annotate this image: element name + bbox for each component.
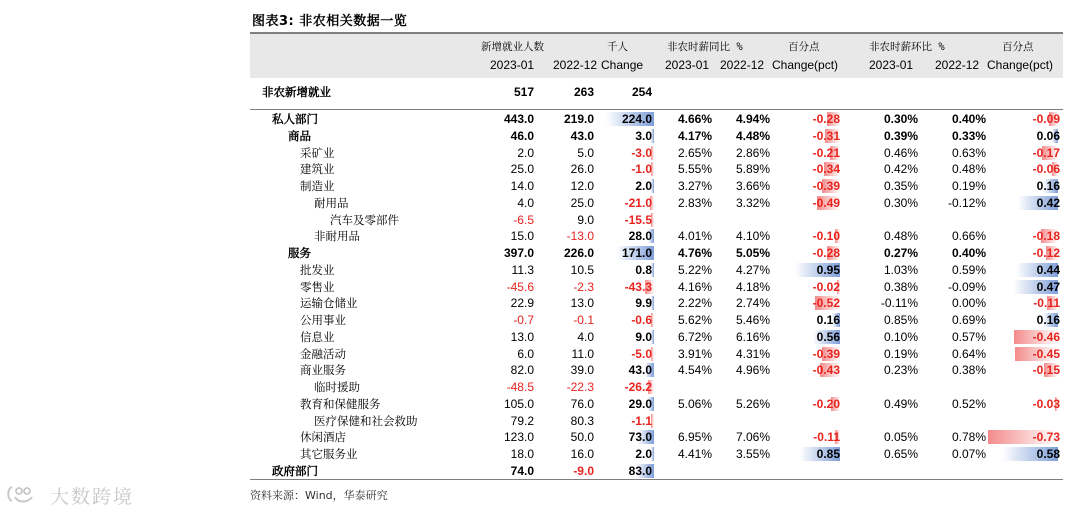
cell-m2: 0.40% — [951, 246, 986, 260]
cell-v3: -26.2 — [624, 380, 652, 394]
cell-v1: -6.5 — [513, 212, 534, 227]
cell-m3: -0.06 — [1032, 162, 1060, 177]
total-row-v3: 254 — [631, 85, 652, 99]
cell-m2: 0.19% — [951, 179, 986, 193]
cell-v2: 39.0 — [570, 363, 594, 378]
cell-v1: 15.0 — [510, 229, 534, 244]
cell-v3: -3.0 — [631, 145, 652, 160]
table-row — [250, 446, 1063, 462]
cell-y2 — [718, 413, 770, 429]
cell-v2: 219.0 — [563, 112, 594, 126]
cell-y3: 0.95 — [816, 262, 840, 277]
cell-y3 — [790, 379, 840, 395]
table-row — [250, 413, 1063, 429]
cell-m2: 0.66% — [951, 229, 986, 244]
cell-m1: 0.23% — [883, 363, 918, 378]
cell-v2: -2.3 — [573, 279, 594, 294]
cell-v2: 25.0 — [570, 195, 594, 210]
cell-y1: 2.22% — [677, 296, 712, 311]
watermark-logo-icon — [6, 483, 46, 505]
cell-v1: 105.0 — [503, 396, 534, 411]
cell-v2: -9.0 — [573, 463, 594, 478]
cell-m2 — [930, 379, 986, 395]
cell-y1: 4.76% — [677, 246, 712, 260]
cell-v3: 224.0 — [621, 112, 652, 126]
cell-m1: 0.30% — [883, 112, 918, 126]
cell-v3: -5.0 — [631, 346, 652, 361]
cell-y2: 7.06% — [735, 430, 770, 445]
cell-v2: 43.0 — [570, 128, 594, 143]
cell-y1 — [660, 463, 712, 479]
table-row — [250, 161, 1063, 177]
row-label: 商业服务 — [300, 363, 346, 378]
cell-v1: 22.9 — [510, 296, 534, 311]
cell-v3: -1.1 — [631, 413, 652, 428]
cell-v3: -15.5 — [624, 212, 652, 227]
cell-v1: 13.0 — [510, 329, 534, 344]
table-row — [250, 329, 1063, 345]
cell-v2: 9.0 — [577, 212, 594, 227]
row-label: 公用事业 — [300, 313, 346, 327]
table-row — [250, 463, 1063, 479]
row-label: 采矿业 — [300, 145, 335, 160]
cell-y1: 4.66% — [677, 112, 712, 126]
cell-m1: 0.85% — [883, 313, 918, 327]
cell-v1: -45.6 — [506, 279, 534, 294]
row-label: 休闲酒店 — [300, 430, 346, 445]
cell-y3: -0.31 — [812, 128, 840, 143]
cell-v2: 76.0 — [570, 396, 594, 411]
cell-m3: -0.73 — [1032, 430, 1060, 445]
cell-m1 — [868, 379, 918, 395]
cell-m1: 0.30% — [883, 195, 918, 210]
cell-y1: 4.17% — [677, 128, 712, 143]
row-label: 其它服务业 — [300, 447, 358, 461]
cell-m1: 1.03% — [883, 262, 918, 277]
cell-y1: 5.55% — [677, 162, 712, 177]
header-g2-c3: Change(pct) — [772, 58, 839, 72]
cell-m3: 0.58 — [1036, 447, 1060, 461]
cell-m1: 0.05% — [883, 430, 918, 445]
cell-m2: 0.38% — [951, 363, 986, 378]
cell-v1: 443.0 — [503, 112, 534, 126]
cell-m3 — [1010, 463, 1060, 479]
cell-m2: 0.69% — [951, 313, 986, 327]
cell-y1: 5.06% — [677, 396, 712, 411]
cell-v1: 18.0 — [510, 447, 534, 461]
cell-m2: 0.57% — [951, 329, 986, 344]
header-g3-c1: 2023-01 — [869, 58, 914, 72]
cell-m3: 0.06 — [1036, 128, 1060, 143]
header-group3-unit: 百分点 — [1002, 41, 1034, 53]
row-label: 私人部门 — [272, 112, 318, 126]
cell-y3: 0.85 — [816, 447, 840, 461]
table-row — [250, 111, 1063, 127]
cell-v2: -13.0 — [566, 229, 594, 244]
cell-v3: 171.0 — [621, 246, 652, 260]
header-g2-c2: 2022-12 — [720, 58, 765, 72]
cell-y2: 6.16% — [735, 329, 770, 344]
cell-y2: 4.31% — [735, 346, 770, 361]
figure-title: 图表3: 非农相关数据一览 — [252, 14, 408, 29]
cell-v2: 80.3 — [570, 413, 594, 428]
cell-y2: 5.26% — [735, 396, 770, 411]
row-label: 耐用品 — [314, 195, 349, 210]
cell-v2: 10.5 — [570, 262, 594, 277]
cell-y1: 5.62% — [677, 313, 712, 327]
cell-v3: -1.0 — [631, 162, 652, 177]
cell-m3: -0.09 — [1032, 112, 1060, 126]
cell-v3: 28.0 — [628, 229, 652, 244]
cell-v1: 82.0 — [510, 363, 534, 378]
cell-m3: 0.16 — [1036, 313, 1060, 327]
cell-m1: 0.46% — [883, 145, 918, 160]
cell-y3: -0.43 — [812, 363, 840, 378]
cell-y2: 3.66% — [735, 179, 770, 193]
cell-v3: 9.0 — [635, 329, 652, 344]
row-label: 零售业 — [300, 279, 335, 294]
cell-y1: 4.41% — [677, 447, 712, 461]
cell-y3: -0.34 — [812, 162, 840, 177]
row-label: 信息业 — [300, 329, 335, 344]
cell-y3: -0.49 — [812, 195, 840, 210]
cell-m3: -0.45 — [1032, 346, 1060, 361]
cell-v1: 79.2 — [510, 413, 534, 428]
cell-m2: 0.63% — [951, 145, 986, 160]
table-row — [250, 228, 1063, 244]
table-row — [250, 295, 1063, 311]
cell-m3: 0.16 — [1036, 179, 1060, 193]
cell-m2: 0.00% — [951, 296, 986, 311]
cell-m1: -0.11% — [880, 296, 918, 311]
row-label: 政府部门 — [272, 463, 318, 478]
cell-m3: 0.44 — [1036, 262, 1060, 277]
cell-y1: 3.27% — [677, 179, 712, 193]
table-row — [250, 346, 1063, 362]
cell-m1: 0.65% — [883, 447, 918, 461]
cell-m2: 0.33% — [951, 128, 986, 143]
header-g1-c2: 2022-12 — [553, 58, 598, 72]
table-row — [250, 312, 1063, 328]
cell-y1 — [660, 212, 712, 228]
cell-y3 — [790, 212, 840, 228]
cell-v2: 5.0 — [577, 145, 594, 160]
cell-m1: 0.42% — [883, 162, 918, 177]
cell-v2: 16.0 — [570, 447, 594, 461]
cell-m3: -0.46 — [1032, 329, 1060, 344]
header-group2-unit: 百分点 — [788, 41, 820, 53]
row-label: 汽车及零部件 — [330, 212, 399, 227]
cell-y3: -0.28 — [812, 246, 840, 260]
cell-m2: 0.52% — [951, 396, 986, 411]
table-row — [250, 145, 1063, 161]
cell-y1: 2.65% — [677, 145, 712, 160]
cell-v2: -22.3 — [566, 380, 594, 394]
cell-y2: 4.94% — [735, 112, 770, 126]
header-bottom-rule — [250, 109, 1063, 110]
cell-y3: 0.56 — [816, 329, 840, 344]
header-g3-c2: 2022-12 — [935, 58, 980, 72]
cell-v3: -43.3 — [624, 279, 652, 294]
cell-v3: -21.0 — [624, 195, 652, 210]
cell-y3: -0.11 — [813, 430, 840, 445]
cell-y2 — [718, 212, 770, 228]
cell-m3: -0.12 — [1032, 246, 1060, 260]
cell-m3 — [1010, 413, 1060, 429]
cell-v3: 29.0 — [628, 396, 652, 411]
header-g2-c1: 2023-01 — [665, 58, 710, 72]
cell-y2: 4.18% — [735, 279, 770, 294]
row-label: 临时援助 — [314, 380, 360, 394]
cell-y1: 5.22% — [677, 262, 712, 277]
cell-y2: 5.05% — [735, 246, 770, 260]
cell-y2: 4.27% — [735, 262, 770, 277]
cell-y2: 2.74% — [735, 296, 770, 311]
cell-y2 — [718, 379, 770, 395]
cell-v1: 2.0 — [517, 145, 534, 160]
cell-v1: 11.3 — [511, 262, 534, 277]
cell-y3: -0.20 — [812, 396, 840, 411]
cell-y2: 4.10% — [735, 229, 770, 244]
cell-m2 — [930, 413, 986, 429]
row-label: 商品 — [288, 128, 311, 143]
cell-v2: 226.0 — [563, 246, 594, 260]
cell-y1 — [660, 413, 712, 429]
table-row — [250, 212, 1063, 228]
cell-v1: 14.0 — [510, 179, 534, 193]
row-label: 运输仓储业 — [300, 296, 358, 311]
cell-y3 — [790, 413, 840, 429]
cell-m1: 0.10% — [883, 329, 918, 344]
cell-m2: 0.07% — [951, 447, 986, 461]
cell-y3: -0.28 — [812, 112, 840, 126]
table-row — [250, 279, 1063, 295]
header-g3-c3: Change(pct) — [987, 58, 1054, 72]
cell-v1: 25.0 — [510, 162, 534, 177]
watermark-text: 大数跨境 — [50, 486, 135, 508]
row-label: 批发业 — [300, 262, 335, 277]
cell-v1: -0.7 — [513, 313, 534, 327]
header-group1-unit: 千人 — [607, 41, 628, 53]
cell-v1: 74.0 — [510, 463, 534, 478]
cell-y2: 3.32% — [735, 195, 770, 210]
cell-y2: 5.46% — [735, 313, 770, 327]
cell-y3: -0.39 — [812, 346, 840, 361]
cell-v2: 4.0 — [577, 329, 594, 344]
cell-y1: 4.16% — [677, 279, 712, 294]
source-note: 资料来源：Wind，华泰研究 — [250, 489, 388, 502]
cell-m3: -0.18 — [1032, 229, 1060, 244]
cell-m2 — [930, 463, 986, 479]
cell-y2 — [718, 463, 770, 479]
row-label: 建筑业 — [300, 162, 335, 177]
row-label: 制造业 — [300, 179, 335, 193]
cell-v2: 13.0 — [570, 296, 594, 311]
cell-m2: 0.40% — [951, 112, 986, 126]
cell-m1 — [868, 212, 918, 228]
row-label: 服务 — [288, 246, 311, 260]
header-group3-label: 非农时薪环比 % — [869, 41, 945, 53]
cell-v3: 2.0 — [635, 179, 652, 193]
row-label: 医疗保健和社会救助 — [314, 413, 418, 428]
cell-y1: 2.83% — [677, 195, 712, 210]
cell-m3: -0.03 — [1032, 396, 1060, 411]
cell-m1: 0.27% — [883, 246, 918, 260]
cell-y1: 4.54% — [677, 363, 712, 378]
cell-m2: 0.59% — [951, 262, 986, 277]
table-row — [250, 362, 1063, 378]
cell-m1: 0.38% — [883, 279, 918, 294]
cell-m3: -0.11 — [1033, 296, 1060, 311]
cell-y3: 0.16 — [816, 313, 840, 327]
table-row — [250, 429, 1063, 445]
cell-m3: -0.15 — [1032, 363, 1060, 378]
row-label: 非耐用品 — [314, 229, 360, 244]
cell-v3: 3.0 — [635, 128, 652, 143]
cell-y1: 3.91% — [677, 346, 712, 361]
cell-y2: 4.96% — [735, 363, 770, 378]
cell-y1: 4.01% — [677, 229, 712, 244]
table-row — [250, 379, 1063, 395]
cell-y3: -0.21 — [812, 145, 840, 160]
cell-m1: 0.49% — [883, 396, 918, 411]
cell-v2: -0.1 — [573, 313, 594, 327]
row-label: 金融活动 — [300, 346, 346, 361]
cell-v1: 123.0 — [503, 430, 534, 445]
table-row — [250, 195, 1063, 211]
cell-y2: 3.55% — [735, 447, 770, 461]
total-row-v1: 517 — [513, 85, 534, 99]
cell-y2: 4.48% — [735, 128, 770, 143]
cell-v3: 9.9 — [635, 296, 652, 311]
cell-y3: -0.02 — [812, 279, 840, 294]
cell-m1 — [868, 413, 918, 429]
total-row — [250, 84, 1063, 100]
cell-v1: 4.0 — [517, 195, 534, 210]
cell-m1 — [868, 463, 918, 479]
cell-v3: 83.0 — [628, 463, 652, 478]
table-row — [250, 396, 1063, 412]
cell-v3: 43.0 — [628, 363, 652, 378]
cell-v3: 0.8 — [635, 262, 652, 277]
cell-y2: 2.86% — [735, 145, 770, 160]
header-g1-c3: Change — [601, 58, 644, 72]
cell-m1: 0.19% — [883, 346, 918, 361]
cell-v1: 6.0 — [517, 346, 534, 361]
cell-m3: -0.17 — [1032, 145, 1060, 160]
table-row — [250, 178, 1063, 194]
cell-v1: -48.5 — [506, 380, 534, 394]
total-row-v2: 263 — [573, 85, 594, 99]
cell-m2: 0.48% — [951, 162, 986, 177]
cell-y3 — [790, 463, 840, 479]
cell-m2: 0.64% — [951, 346, 986, 361]
cell-m1: 0.35% — [883, 179, 918, 193]
cell-y3: -0.39 — [812, 179, 840, 193]
cell-m2 — [930, 212, 986, 228]
cell-v2: 26.0 — [570, 162, 594, 177]
table-row — [250, 128, 1063, 144]
cell-m1: 0.48% — [883, 229, 918, 244]
cell-y3: -0.52 — [812, 296, 840, 311]
cell-m3 — [1010, 379, 1060, 395]
cell-v3: 73.0 — [628, 430, 652, 445]
cell-v2: 50.0 — [570, 430, 594, 445]
cell-v2: 11.0 — [571, 346, 594, 361]
row-label: 教育和保健服务 — [300, 396, 381, 411]
cell-v3: -0.6 — [631, 313, 652, 327]
cell-m1: 0.39% — [883, 128, 918, 143]
table-row — [250, 245, 1063, 261]
cell-m2: -0.09% — [947, 279, 986, 294]
total-row-label: 非农新增就业 — [262, 85, 331, 99]
cell-m3 — [1010, 212, 1060, 228]
header-group2-label: 非农时薪同比 % — [667, 41, 743, 53]
cell-v1: 46.0 — [510, 128, 534, 143]
cell-y1 — [660, 379, 712, 395]
header-g1-c1: 2023-01 — [490, 58, 535, 72]
cell-v1: 397.0 — [503, 246, 534, 260]
cell-v3: 2.0 — [635, 447, 652, 461]
cell-m3: 0.42 — [1036, 195, 1060, 210]
cell-y1: 6.95% — [677, 430, 712, 445]
cell-m3: 0.47 — [1036, 279, 1060, 294]
cell-y2: 5.89% — [735, 162, 770, 177]
bottom-rule — [250, 479, 1063, 480]
cell-y3: -0.10 — [812, 229, 840, 244]
cell-m2: 0.78% — [951, 430, 986, 445]
cell-m2: -0.12% — [947, 195, 986, 210]
table-row — [250, 262, 1063, 278]
cell-y1: 6.72% — [677, 329, 712, 344]
cell-v2: 12.0 — [570, 179, 594, 193]
header-group1-label: 新增就业人数 — [481, 41, 544, 53]
